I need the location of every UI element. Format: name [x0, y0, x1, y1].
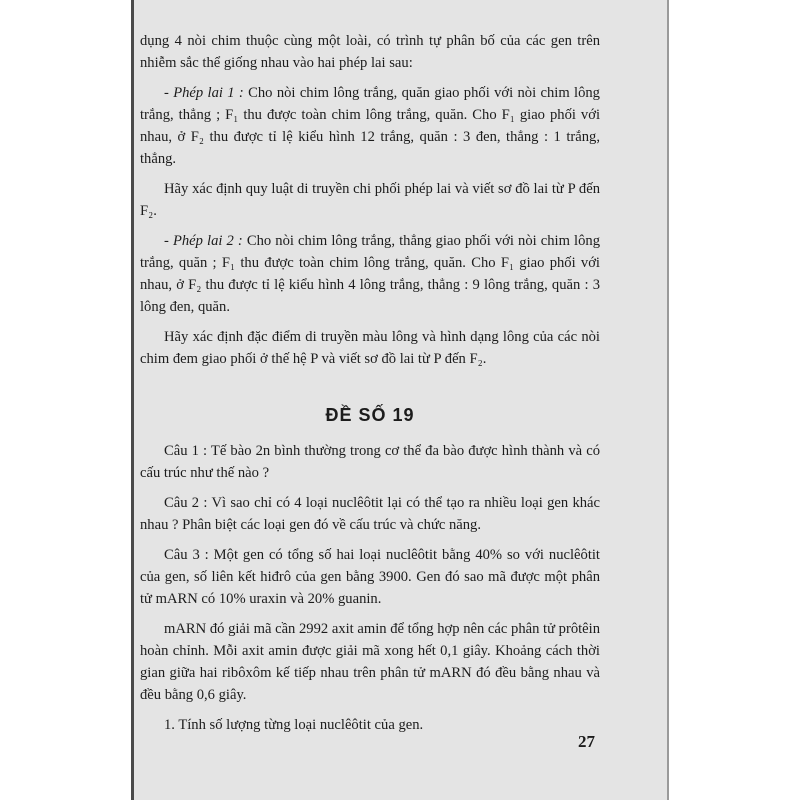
- question-1-label: Câu 1 :: [164, 443, 208, 459]
- page-number: 27: [578, 732, 595, 751]
- paragraph-intro: dụng 4 nòi chim thuộc cùng một loài, có trình tự phân bố của các gen trên nhiễm sắc thể giống nhau vào hai phép lai sau:: [140, 33, 600, 71]
- phep-lai-1-text: Cho nòi chim lông trắng, quăn giao phối với nòi chim lông trắng, thẳng ; F₁ thu được toàn chim lông trắng, quăn. Cho F₁ giao phối với nhau, ở F₂ thu được tỉ lệ kiểu hình 12 trắng, quăn : 3 đen, thẳng : 1 trắng, thẳng.: [140, 85, 600, 167]
- question-2-text: Vì sao chỉ có 4 loại nuclêôtit lại có thể tạo ra nhiều loại gen khác nhau ? Phân biệt các loại gen đó về cấu trúc và chức năng.: [140, 495, 600, 533]
- paragraph-task-1: Hãy xác định quy luật di truyền chi phối phép lai và viết sơ đồ lai từ P đến F₂.: [140, 181, 600, 219]
- question-3-label: Câu 3 :: [164, 547, 209, 563]
- sub-question-1: 1. Tính số lượng từng loại nuclêôtit của gen.: [164, 717, 424, 733]
- section-heading: ĐỀ SỐ 19: [325, 405, 415, 425]
- phep-lai-2-text: Cho nòi chim lông trắng, thẳng giao phối với nòi chim lông trắng, quăn ; F₁ thu được toàn chim lông trắng, quăn. Cho F₁ giao phối với nhau, ở F₂ thu được tỉ lệ kiểu hình 4 lông trắng, thẳng : 9 lông trắng, quăn : 3 lông đen, quăn.: [140, 233, 600, 315]
- question-1-text: Tế bào 2n bình thường trong cơ thể đa bào được hình thành và có cấu trúc như thế nào ?: [140, 443, 600, 481]
- phep-lai-1-label: - Phép lai 1 :: [164, 85, 244, 101]
- paragraph-marn: mARN đó giải mã cần 2992 axit amin để tổng hợp nên các phân tử prôtêin hoàn chỉnh. Mỗi axit amin được giải mã xong hết 0,1 giây. Khoảng cách thời gian giữa hai ribôxôm kế tiếp nhau trên phân tử mARN đó đều bằng nhau và đều bằng 0,6 giây.: [140, 621, 600, 703]
- question-2-label: Câu 2 :: [164, 495, 208, 511]
- question-3: [140, 544, 600, 610]
- question-3-text: Một gen có tổng số hai loại nuclêôtit bằng 40% so với nuclêôtit của gen, số liên kết hiđrô của gen bằng 3900. Gen đó sao mã được một phân tử mARN có 10% uraxin và 20% guanin.: [140, 547, 600, 607]
- paragraph-phep-lai-2: [140, 230, 600, 318]
- question-1: [140, 440, 600, 484]
- phep-lai-2-label: - Phép lai 2 :: [164, 233, 243, 249]
- paragraph-task-2: Hãy xác định đặc điểm di truyền màu lông và hình dạng lông của các nòi chim đem giao phối ở thế hệ P và viết sơ đồ lai từ P đến F₂.: [140, 329, 600, 367]
- page-content: [140, 30, 600, 744]
- paragraph-phep-lai-1: [140, 82, 600, 170]
- question-2: [140, 492, 600, 536]
